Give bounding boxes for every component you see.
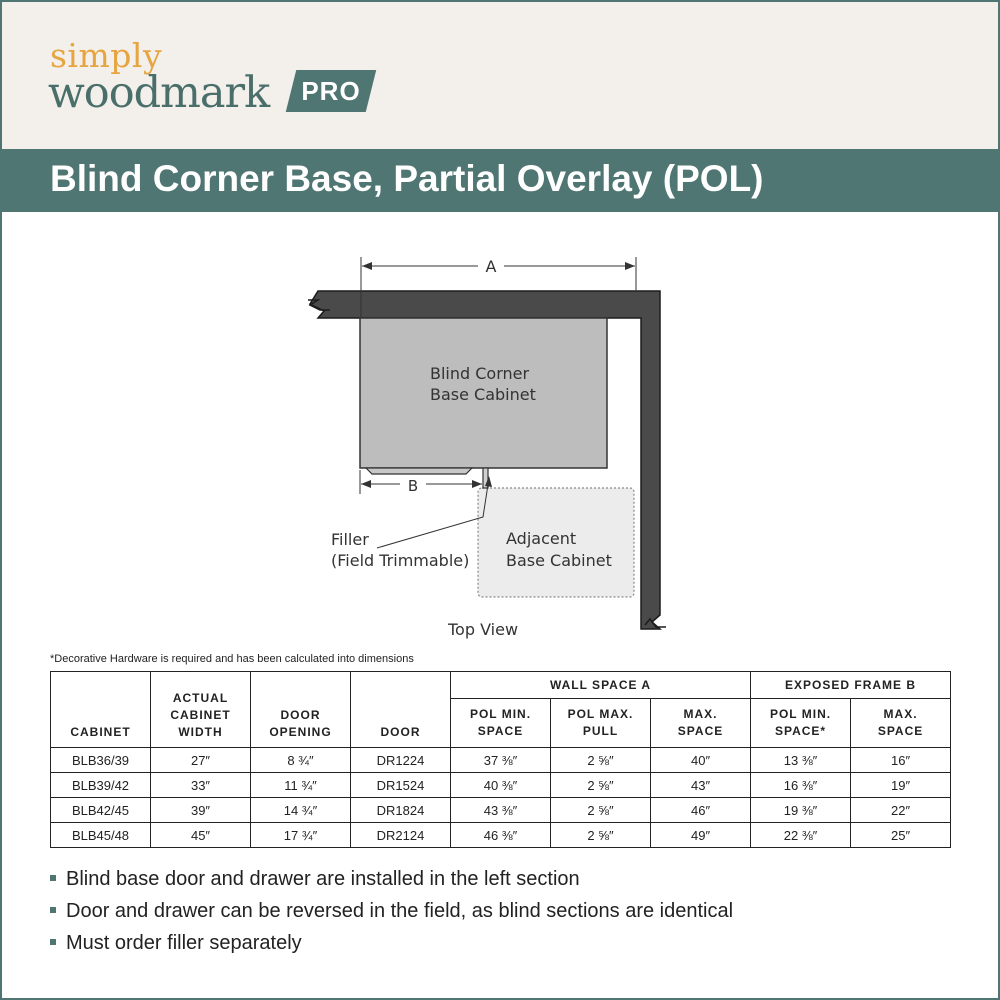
table-row: [51, 823, 951, 848]
list-item: [50, 866, 733, 898]
cell-max-space: 46″: [651, 798, 751, 823]
header-actual-width-line1: ACTUAL: [172, 691, 229, 705]
header-max-space-frame-line1: MAX.: [883, 707, 918, 721]
cell-max-space: 49″: [651, 823, 751, 848]
cabinet-door-strip: [366, 468, 472, 474]
header-max-space-line1: MAX.: [683, 707, 718, 721]
cell-actual-width: 33″: [151, 773, 251, 798]
table-header-row-group: [51, 672, 951, 699]
header-pol-max-pull-line2: PULL: [582, 724, 619, 738]
cell-actual-width: 27″: [151, 748, 251, 773]
table-row: [51, 773, 951, 798]
adjacent-label-line1: Adjacent: [506, 529, 577, 548]
header-door-opening: [251, 672, 351, 748]
cell-door-opening: 8 ¾″: [251, 748, 351, 773]
filler-leader-line: [377, 478, 489, 548]
header-pol-min-space: [451, 699, 551, 748]
cell-frame-max-space: 19″: [851, 773, 951, 798]
bullet-square-icon: [50, 875, 56, 881]
cell-cabinet: BLB39/42: [51, 773, 151, 798]
bullet-text: Must order filler separately: [66, 932, 302, 954]
cell-cabinet: BLB45/48: [51, 823, 151, 848]
cell-cabinet: BLB36/39: [51, 748, 151, 773]
top-view-caption: Top View: [448, 620, 519, 639]
cell-frame-min-space: 19 ⅜″: [751, 798, 851, 823]
header-actual-width-line3: WIDTH: [178, 725, 223, 739]
table-row: [51, 798, 951, 823]
logo-woodmark-text: woodmark: [48, 68, 270, 118]
header-max-space: [651, 699, 751, 748]
page-title: Blind Corner Base, Partial Overlay (POL): [50, 158, 764, 199]
bullet-square-icon: [50, 939, 56, 945]
dimension-b-arrow-right: [472, 480, 482, 488]
header-door-opening-line1: DOOR: [280, 708, 321, 722]
bullet-text: Door and drawer can be reversed in the field, as blind sections are identical: [66, 900, 734, 922]
cell-pol-max-pull: 2 ⅝″: [551, 798, 651, 823]
cell-pol-min-space: 46 ⅜″: [451, 823, 551, 848]
dimension-b-label: B: [407, 477, 419, 495]
header-max-space-frame: [851, 699, 951, 748]
bullet-square-icon: [50, 907, 56, 913]
cell-door: DR1524: [351, 773, 451, 798]
list-item: [50, 930, 733, 962]
feature-bullet-list: [50, 866, 733, 962]
cell-max-space: 40″: [651, 748, 751, 773]
filler-label-line2: (Field Trimmable): [331, 551, 470, 570]
cell-pol-min-space: 40 ⅜″: [451, 773, 551, 798]
cell-pol-max-pull: 2 ⅝″: [551, 773, 651, 798]
header-max-space-line2: SPACE: [677, 724, 724, 738]
cell-frame-max-space: 16″: [851, 748, 951, 773]
cell-frame-max-space: 25″: [851, 823, 951, 848]
header-pol-min-space-frame: [751, 699, 851, 748]
dimension-a-arrow-right: [625, 262, 635, 270]
header-pol-min-space-line1: POL MIN.: [469, 707, 532, 721]
bullet-text: Blind base door and drawer are installed in the left section: [66, 868, 580, 890]
cell-frame-min-space: 22 ⅜″: [751, 823, 851, 848]
cell-pol-min-space: 43 ⅜″: [451, 798, 551, 823]
header-door-opening-line2: OPENING: [269, 725, 332, 739]
cell-frame-max-space: 22″: [851, 798, 951, 823]
cabinet-label-line2: Base Cabinet: [430, 385, 536, 404]
cell-door: DR2124: [351, 823, 451, 848]
specification-table: [50, 671, 951, 848]
header-group-exposed-frame: EXPOSED FRAME B: [751, 672, 951, 699]
header-pol-max-pull-line1: POL MAX.: [567, 707, 634, 721]
header-door: DOOR: [351, 672, 451, 748]
header-pol-min-space-frame-line1: POL MIN.: [769, 707, 832, 721]
cell-door-opening: 11 ¾″: [251, 773, 351, 798]
filler-label-line1: Filler: [331, 530, 369, 549]
dimension-a-label: A: [485, 257, 497, 276]
cell-cabinet: BLB42/45: [51, 798, 151, 823]
header-max-space-frame-line2: SPACE: [877, 724, 924, 738]
header-pol-max-pull: [551, 699, 651, 748]
cell-door-opening: 17 ¾″: [251, 823, 351, 848]
cell-door: DR1224: [351, 748, 451, 773]
cell-frame-min-space: 16 ⅜″: [751, 773, 851, 798]
table-row: [51, 748, 951, 773]
header-actual-width-line2: CABINET: [170, 708, 231, 722]
hardware-footnote: *Decorative Hardware is required and has been calculated into dimensions: [50, 653, 414, 665]
cell-pol-min-space: 37 ⅜″: [451, 748, 551, 773]
cell-max-space: 43″: [651, 773, 751, 798]
dimension-b-arrow-left: [361, 480, 371, 488]
cabinet-label-line1: Blind Corner: [430, 364, 530, 383]
table-body: [51, 748, 951, 848]
cell-door: DR1824: [351, 798, 451, 823]
cell-actual-width: 45″: [151, 823, 251, 848]
cell-actual-width: 39″: [151, 798, 251, 823]
logo-simply-text: simply: [50, 36, 163, 75]
header-pol-min-space-frame-line2: SPACE*: [774, 724, 827, 738]
header-actual-width: [151, 672, 251, 748]
cell-frame-min-space: 13 ⅜″: [751, 748, 851, 773]
dimension-a-arrow-left: [362, 262, 372, 270]
logo-pro-text: PRO: [301, 76, 361, 106]
header-group-wall-space: WALL SPACE A: [451, 672, 751, 699]
header-pol-min-space-line2: SPACE: [477, 724, 524, 738]
cell-door-opening: 14 ¾″: [251, 798, 351, 823]
cell-pol-max-pull: 2 ⅝″: [551, 823, 651, 848]
cell-pol-max-pull: 2 ⅝″: [551, 748, 651, 773]
adjacent-label-line2: Base Cabinet: [506, 551, 612, 570]
list-item: [50, 898, 733, 930]
header-cabinet: CABINET: [51, 672, 151, 748]
